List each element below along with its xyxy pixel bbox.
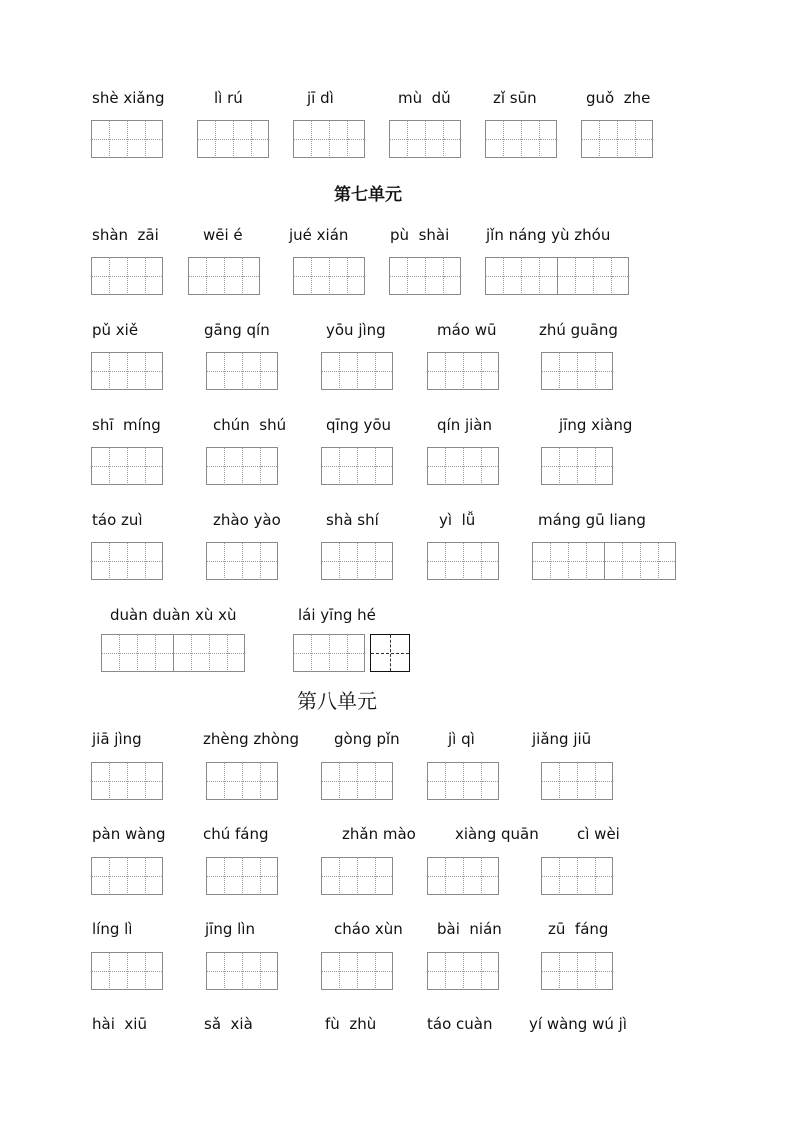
grid-cell xyxy=(91,542,109,580)
character-writing-grid[interactable] xyxy=(485,120,557,158)
grid-cell xyxy=(485,257,503,295)
pinyin-label: líng lì xyxy=(92,920,133,938)
grid-cell xyxy=(427,762,445,800)
pinyin-label: jiā jìng xyxy=(92,730,142,748)
grid-cell xyxy=(109,857,127,895)
grid-cell xyxy=(577,857,595,895)
grid-cell xyxy=(311,120,329,158)
grid-cell xyxy=(119,634,137,672)
grid-cell xyxy=(595,952,613,990)
grid-cell xyxy=(407,120,425,158)
grid-cell xyxy=(191,634,209,672)
grid-cell xyxy=(586,542,604,580)
grid-cell xyxy=(311,257,329,295)
grid-cell xyxy=(347,257,365,295)
pinyin-label: shī míng xyxy=(92,416,161,434)
pinyin-label: zǐ sūn xyxy=(493,89,537,107)
grid-cell xyxy=(541,857,559,895)
grid-cell xyxy=(599,120,617,158)
grid-cell xyxy=(595,352,613,390)
grid-cell xyxy=(293,120,311,158)
pinyin-label: pǔ xiě xyxy=(92,321,139,339)
grid-cell xyxy=(197,120,215,158)
grid-cell xyxy=(329,634,347,672)
grid-cell xyxy=(127,857,145,895)
grid-cell xyxy=(425,120,443,158)
pinyin-label: zhǎn mào xyxy=(342,825,416,843)
character-writing-grid[interactable] xyxy=(321,857,393,895)
grid-cell xyxy=(427,952,445,990)
grid-cell xyxy=(541,447,559,485)
grid-cell xyxy=(242,542,260,580)
pinyin-label: jīng xiàng xyxy=(559,416,633,434)
character-writing-grid[interactable] xyxy=(321,762,393,800)
grid-cell xyxy=(206,257,224,295)
grid-cell xyxy=(481,857,499,895)
grid-cell xyxy=(503,120,521,158)
grid-cell xyxy=(581,120,599,158)
pinyin-label: fù zhù xyxy=(325,1015,377,1033)
grid-cell xyxy=(251,120,269,158)
grid-cell xyxy=(145,257,163,295)
character-writing-grid[interactable] xyxy=(389,257,461,295)
pinyin-label: jī dì xyxy=(307,89,334,107)
grid-cell xyxy=(521,120,539,158)
character-writing-grid[interactable] xyxy=(91,257,163,295)
grid-cell xyxy=(595,857,613,895)
grid-cell xyxy=(127,257,145,295)
pinyin-label: zhú guāng xyxy=(539,321,618,339)
character-writing-grid[interactable] xyxy=(101,634,245,672)
grid-cell xyxy=(109,352,127,390)
grid-cell xyxy=(375,447,393,485)
character-writing-grid[interactable] xyxy=(91,952,163,990)
grid-cell xyxy=(242,762,260,800)
character-writing-grid[interactable] xyxy=(427,352,499,390)
character-writing-grid[interactable] xyxy=(206,352,278,390)
grid-cell xyxy=(321,857,339,895)
grid-cell xyxy=(443,120,461,158)
pinyin-label: hài xiū xyxy=(92,1015,147,1033)
pinyin-label: jué xián xyxy=(289,226,349,244)
pinyin-label: duàn duàn xù xù xyxy=(110,606,237,624)
grid-cell xyxy=(375,952,393,990)
grid-cell xyxy=(242,257,260,295)
character-writing-grid[interactable] xyxy=(91,542,163,580)
pinyin-label: pàn wàng xyxy=(92,825,166,843)
grid-cell xyxy=(206,542,224,580)
grid-cell xyxy=(357,542,375,580)
grid-cell xyxy=(339,952,357,990)
character-writing-grid[interactable] xyxy=(427,952,499,990)
grid-cell xyxy=(635,120,653,158)
pinyin-label: gòng pǐn xyxy=(334,730,400,748)
grid-cell xyxy=(481,952,499,990)
grid-cell xyxy=(595,762,613,800)
grid-cell xyxy=(541,952,559,990)
grid-cell xyxy=(559,352,577,390)
pinyin-label: máng gū liang xyxy=(538,511,646,529)
grid-cell xyxy=(137,634,155,672)
character-writing-grid[interactable] xyxy=(541,762,613,800)
grid-cell xyxy=(109,542,127,580)
pinyin-label: zhào yào xyxy=(213,511,281,529)
grid-cell xyxy=(260,352,278,390)
grid-cell xyxy=(443,257,461,295)
grid-cell xyxy=(559,952,577,990)
grid-cell xyxy=(145,447,163,485)
grid-cell xyxy=(233,120,251,158)
character-writing-grid[interactable] xyxy=(389,120,461,158)
grid-cell xyxy=(101,634,119,672)
grid-cell xyxy=(329,120,347,158)
character-writing-grid[interactable] xyxy=(321,447,393,485)
grid-cell xyxy=(91,257,109,295)
grid-cell xyxy=(206,352,224,390)
grid-cell xyxy=(357,857,375,895)
grid-cell xyxy=(559,762,577,800)
grid-cell xyxy=(521,257,539,295)
pinyin-label: bài nián xyxy=(437,920,502,938)
grid-cell xyxy=(91,952,109,990)
pinyin-label: shà shí xyxy=(326,511,379,529)
pinyin-label: jīng lìn xyxy=(205,920,255,938)
grid-cell xyxy=(260,857,278,895)
grid-cell xyxy=(539,120,557,158)
grid-cell xyxy=(559,857,577,895)
character-writing-grid[interactable] xyxy=(206,447,278,485)
grid-cell xyxy=(577,762,595,800)
pinyin-label: chú fáng xyxy=(203,825,269,843)
grid-cell xyxy=(640,542,658,580)
grid-cell xyxy=(127,120,145,158)
grid-cell xyxy=(321,952,339,990)
grid-cell xyxy=(577,952,595,990)
grid-cell xyxy=(127,352,145,390)
grid-cell xyxy=(206,762,224,800)
character-writing-grid[interactable] xyxy=(427,447,499,485)
grid-cell xyxy=(481,447,499,485)
pinyin-label: yí wàng wú jì xyxy=(529,1015,627,1033)
grid-cell xyxy=(91,857,109,895)
grid-cell xyxy=(557,257,575,295)
pinyin-label: cháo xùn xyxy=(334,920,403,938)
grid-cell xyxy=(347,120,365,158)
grid-cell xyxy=(260,447,278,485)
pinyin-label: sǎ xià xyxy=(204,1015,253,1033)
grid-cell xyxy=(445,447,463,485)
pinyin-label: shè xiǎng xyxy=(92,89,165,107)
character-writing-grid[interactable] xyxy=(532,542,676,580)
grid-cell xyxy=(427,352,445,390)
grid-cell xyxy=(357,952,375,990)
grid-cell xyxy=(145,352,163,390)
grid-cell xyxy=(188,257,206,295)
character-writing-grid[interactable] xyxy=(581,120,653,158)
grid-cell xyxy=(145,542,163,580)
grid-cell xyxy=(427,857,445,895)
grid-cell xyxy=(375,352,393,390)
pinyin-label: cì wèi xyxy=(577,825,620,843)
grid-cell xyxy=(109,447,127,485)
pinyin-label: qīng yōu xyxy=(326,416,392,434)
grid-cell xyxy=(206,952,224,990)
character-writing-grid[interactable] xyxy=(541,857,613,895)
grid-cell xyxy=(127,542,145,580)
character-writing-grid[interactable] xyxy=(206,542,278,580)
grid-cell xyxy=(293,634,311,672)
grid-cell xyxy=(173,634,191,672)
grid-cell xyxy=(595,447,613,485)
character-writing-grid[interactable] xyxy=(293,120,365,158)
pinyin-label: xiàng quān xyxy=(455,825,539,843)
grid-cell xyxy=(224,257,242,295)
grid-cell xyxy=(481,352,499,390)
grid-cell xyxy=(242,857,260,895)
grid-cell xyxy=(577,352,595,390)
grid-cell xyxy=(463,447,481,485)
pinyin-label: lái yīng hé xyxy=(298,606,376,624)
grid-cell xyxy=(127,447,145,485)
grid-cell xyxy=(427,542,445,580)
pinyin-label: yì lǚ xyxy=(439,511,476,529)
grid-cell xyxy=(541,352,559,390)
character-writing-grid[interactable] xyxy=(188,257,260,295)
grid-cell xyxy=(227,634,245,672)
grid-cell xyxy=(242,447,260,485)
grid-cell xyxy=(224,542,242,580)
grid-cell xyxy=(145,952,163,990)
grid-cell xyxy=(91,120,109,158)
grid-cell xyxy=(559,447,577,485)
pinyin-label: jì qì xyxy=(448,730,475,748)
pinyin-label: qín jiàn xyxy=(437,416,492,434)
pinyin-label: guǒ zhe xyxy=(586,89,651,107)
pinyin-label: zhèng zhòng xyxy=(203,730,299,748)
grid-cell xyxy=(206,447,224,485)
grid-cell xyxy=(224,352,242,390)
grid-cell xyxy=(155,634,173,672)
grid-cell xyxy=(242,352,260,390)
grid-cell xyxy=(539,257,557,295)
grid-cell xyxy=(611,257,629,295)
character-writing-grid[interactable] xyxy=(485,257,629,295)
grid-cell xyxy=(311,634,329,672)
character-writing-grid[interactable] xyxy=(321,352,393,390)
pinyin-label: wēi é xyxy=(203,226,243,244)
grid-cell xyxy=(145,762,163,800)
grid-cell xyxy=(375,857,393,895)
character-writing-grid[interactable] xyxy=(541,447,613,485)
grid-cell xyxy=(463,762,481,800)
grid-cell xyxy=(215,120,233,158)
character-writing-grid[interactable] xyxy=(197,120,269,158)
grid-cell xyxy=(224,762,242,800)
grid-cell xyxy=(463,542,481,580)
grid-cell xyxy=(389,257,407,295)
grid-cell xyxy=(550,542,568,580)
grid-cell xyxy=(445,352,463,390)
grid-cell xyxy=(339,542,357,580)
grid-cell xyxy=(224,952,242,990)
grid-cell xyxy=(91,762,109,800)
character-writing-grid[interactable] xyxy=(293,634,365,672)
pinyin-label: táo cuàn xyxy=(427,1015,493,1033)
grid-cell xyxy=(206,857,224,895)
grid-cell xyxy=(339,762,357,800)
grid-cell xyxy=(109,257,127,295)
grid-cell xyxy=(503,257,521,295)
grid-cell xyxy=(575,257,593,295)
character-writing-grid[interactable] xyxy=(427,542,499,580)
grid-cell xyxy=(427,447,445,485)
grid-cell xyxy=(485,120,503,158)
grid-cell xyxy=(375,542,393,580)
grid-cell xyxy=(481,762,499,800)
grid-cell xyxy=(321,447,339,485)
pinyin-label: máo wū xyxy=(437,321,497,339)
grid-cell xyxy=(375,762,393,800)
grid-cell xyxy=(481,542,499,580)
grid-cell xyxy=(339,447,357,485)
grid-cell xyxy=(347,634,365,672)
grid-cell xyxy=(445,952,463,990)
pinyin-label: yōu jìng xyxy=(326,321,386,339)
grid-cell xyxy=(593,257,611,295)
character-writing-grid[interactable] xyxy=(91,447,163,485)
grid-cell xyxy=(604,542,622,580)
pinyin-label: zū fáng xyxy=(548,920,609,938)
grid-cell xyxy=(127,762,145,800)
pinyin-label: táo zuì xyxy=(92,511,143,529)
grid-cell xyxy=(357,352,375,390)
grid-cell xyxy=(568,542,586,580)
grid-cell xyxy=(463,352,481,390)
character-box-highlighted xyxy=(370,634,410,672)
grid-cell xyxy=(293,257,311,295)
pinyin-label: jiǎng jiū xyxy=(532,730,592,748)
character-writing-grid[interactable] xyxy=(91,352,163,390)
character-writing-grid[interactable] xyxy=(427,762,499,800)
grid-cell xyxy=(260,952,278,990)
grid-cell xyxy=(209,634,227,672)
character-writing-grid[interactable] xyxy=(206,952,278,990)
grid-cell xyxy=(224,857,242,895)
grid-cell xyxy=(109,762,127,800)
grid-cell xyxy=(357,762,375,800)
grid-cell xyxy=(321,542,339,580)
unit-8-heading: 第八单元 xyxy=(297,689,377,713)
character-writing-grid[interactable] xyxy=(541,352,613,390)
grid-cell xyxy=(622,542,640,580)
character-writing-grid[interactable] xyxy=(91,762,163,800)
grid-cell xyxy=(260,542,278,580)
grid-cell xyxy=(463,952,481,990)
pinyin-label: mù dǔ xyxy=(398,89,451,107)
character-writing-grid[interactable] xyxy=(206,762,278,800)
grid-cell xyxy=(145,120,163,158)
grid-cell xyxy=(357,447,375,485)
grid-cell xyxy=(339,857,357,895)
grid-cell xyxy=(389,120,407,158)
grid-cell xyxy=(463,857,481,895)
grid-cell xyxy=(407,257,425,295)
grid-cell xyxy=(339,352,357,390)
pinyin-label: gāng qín xyxy=(204,321,270,339)
character-writing-grid[interactable] xyxy=(321,952,393,990)
grid-cell xyxy=(91,352,109,390)
grid-cell xyxy=(242,952,260,990)
character-writing-grid[interactable] xyxy=(206,857,278,895)
grid-cell xyxy=(445,542,463,580)
pinyin-label: lì rú xyxy=(214,89,243,107)
character-writing-grid[interactable] xyxy=(91,857,163,895)
character-writing-grid[interactable] xyxy=(427,857,499,895)
grid-cell xyxy=(109,952,127,990)
pinyin-label: jǐn náng yù zhóu xyxy=(486,226,611,244)
grid-cell xyxy=(321,352,339,390)
grid-cell xyxy=(425,257,443,295)
grid-cell xyxy=(91,447,109,485)
character-writing-grid[interactable] xyxy=(321,542,393,580)
character-writing-grid[interactable] xyxy=(541,952,613,990)
grid-cell xyxy=(260,762,278,800)
character-writing-grid[interactable] xyxy=(293,257,365,295)
grid-cell xyxy=(445,762,463,800)
grid-cell xyxy=(541,762,559,800)
grid-cell xyxy=(445,857,463,895)
pinyin-label: pù shài xyxy=(390,226,450,244)
grid-cell xyxy=(658,542,676,580)
grid-cell xyxy=(577,447,595,485)
grid-cell xyxy=(109,120,127,158)
grid-cell xyxy=(145,857,163,895)
pinyin-label: shàn zāi xyxy=(92,226,159,244)
grid-cell xyxy=(329,257,347,295)
grid-cell xyxy=(321,762,339,800)
grid-cell xyxy=(617,120,635,158)
grid-cell xyxy=(532,542,550,580)
grid-cell xyxy=(224,447,242,485)
grid-cell xyxy=(127,952,145,990)
character-writing-grid[interactable] xyxy=(91,120,163,158)
unit-7-heading: 第七单元 xyxy=(334,185,402,205)
pinyin-label: chún shú xyxy=(213,416,287,434)
